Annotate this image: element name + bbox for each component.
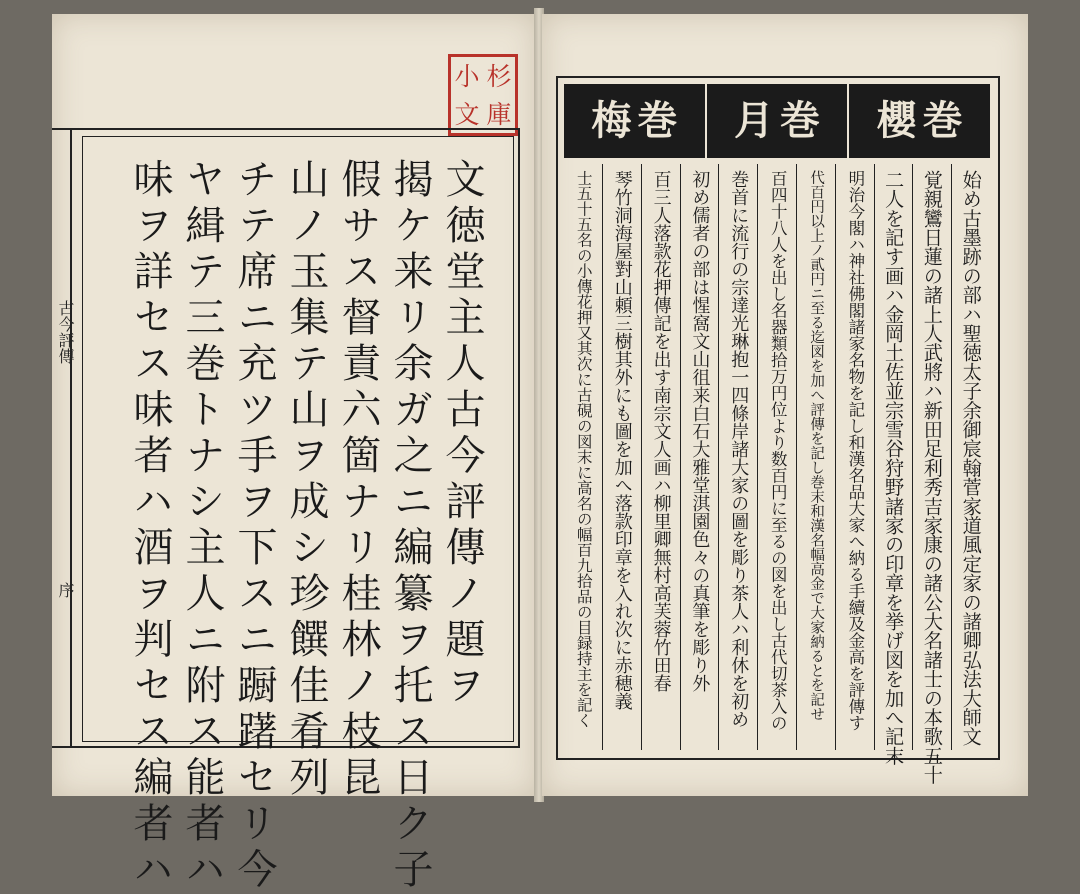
contents-text: 士五十五名の小傳花押又其次に古硯の図末に高名の幅百九拾品の目録持主を記く: [574, 170, 593, 728]
preface-column: 假サス督責六箇ナリ桂林ノ枝昆: [335, 158, 381, 802]
preface-column: 文徳堂主人古今評傳ノ題ヲ: [439, 158, 485, 710]
title-char: 巻: [922, 97, 963, 144]
title-block-tsuki: [707, 84, 848, 158]
title-char: 巻: [779, 97, 820, 144]
contents-text: 始め古墨跡の部ハ聖徳太子余御宸翰菅家道風定家の諸卿弘法大師文: [959, 170, 983, 746]
side-section-label: 序: [56, 582, 75, 598]
preface-column: 山ノ玉集テ山ヲ成シ珍饌佳肴列: [283, 158, 329, 802]
contents-column: [641, 164, 680, 750]
contents-column: [874, 164, 913, 766]
contents-column: [835, 164, 874, 750]
title-block-ume: [564, 84, 705, 158]
contents-column: [951, 164, 990, 750]
contents-text: 初め儒者の部は惺窩文山徂来白石大雅堂淇園色々の真筆を彫り外: [689, 170, 711, 692]
seal-char: 小: [454, 61, 480, 91]
contents-text: 琴竹洞海屋對山頼三樹其外にも圖を加へ落款印章を入れ次に赤穂義: [611, 170, 633, 710]
seal-char: 文: [454, 99, 480, 129]
collection-seal: [448, 54, 518, 136]
margin-strip: [52, 128, 75, 748]
preface-column: チテ席ニ充ツ手ヲ下スニ蹰躇セリ今: [231, 158, 277, 894]
contents-columns: [564, 164, 990, 785]
title-char: 月: [733, 97, 774, 144]
contents-column: [680, 164, 719, 750]
contents-column: [718, 164, 757, 750]
contents-text: 明治今閣ハ神社佛閣諸家名物を記し和漢名品大家へ納る手續及金高を評傳す: [845, 170, 865, 731]
preface-frame: [70, 128, 520, 894]
seal-char: 庫: [486, 99, 512, 129]
contents-column: [602, 164, 641, 750]
contents-text: 覚親鸞日蓮の諸上人武將ハ新田足利秀吉家康の諸公大名諸士の本歌五十: [920, 170, 944, 785]
seal-char: 杉: [486, 61, 512, 91]
preface-column: ヤ緝テ三巻トナシ主人ニ附ス能者ハ: [179, 158, 225, 894]
preface-column: 味ヲ詳セス味者ハ酒ヲ判セス編者ハ: [127, 158, 173, 894]
preface-column: 揭ケ来リ余ガ之ニ編纂ヲ托ス日ク子: [387, 158, 433, 894]
title-char: 梅: [591, 97, 632, 144]
title-bar: [564, 84, 990, 158]
title-block-sakura: [849, 84, 990, 158]
right-page: [542, 14, 1028, 796]
contents-text: 百三人落款花押傳記を出す南宗文人画ハ柳里卿無村高芙蓉竹田春: [650, 170, 672, 692]
contents-frame: [556, 76, 1000, 785]
contents-column: [796, 164, 835, 750]
contents-column: [757, 164, 796, 750]
contents-column: [912, 164, 951, 785]
side-title: 古今評傳: [56, 300, 75, 364]
contents-column: [564, 164, 602, 750]
title-char: 櫻: [876, 97, 917, 144]
contents-text: 二人を記す画ハ金岡土佐並宗雪谷狩野諸家の印章を挙げ図を加へ記末: [882, 170, 906, 766]
contents-text: 巻首に流行の宗達光琳抱一四條岸諸大家の圖を彫り茶人ハ利休を初め: [728, 170, 750, 728]
left-page: [52, 14, 536, 894]
title-char: 巻: [637, 97, 678, 144]
contents-text: 百四十八人を出し名器類拾万円位より数百円に至るの図を出し古代切茶入の: [768, 170, 788, 731]
contents-text: 代百円以上ノ貳円ニ至る迄図を加へ評傳を記し巻末和漢名幅高金で大家納るとを記せ: [808, 170, 825, 721]
